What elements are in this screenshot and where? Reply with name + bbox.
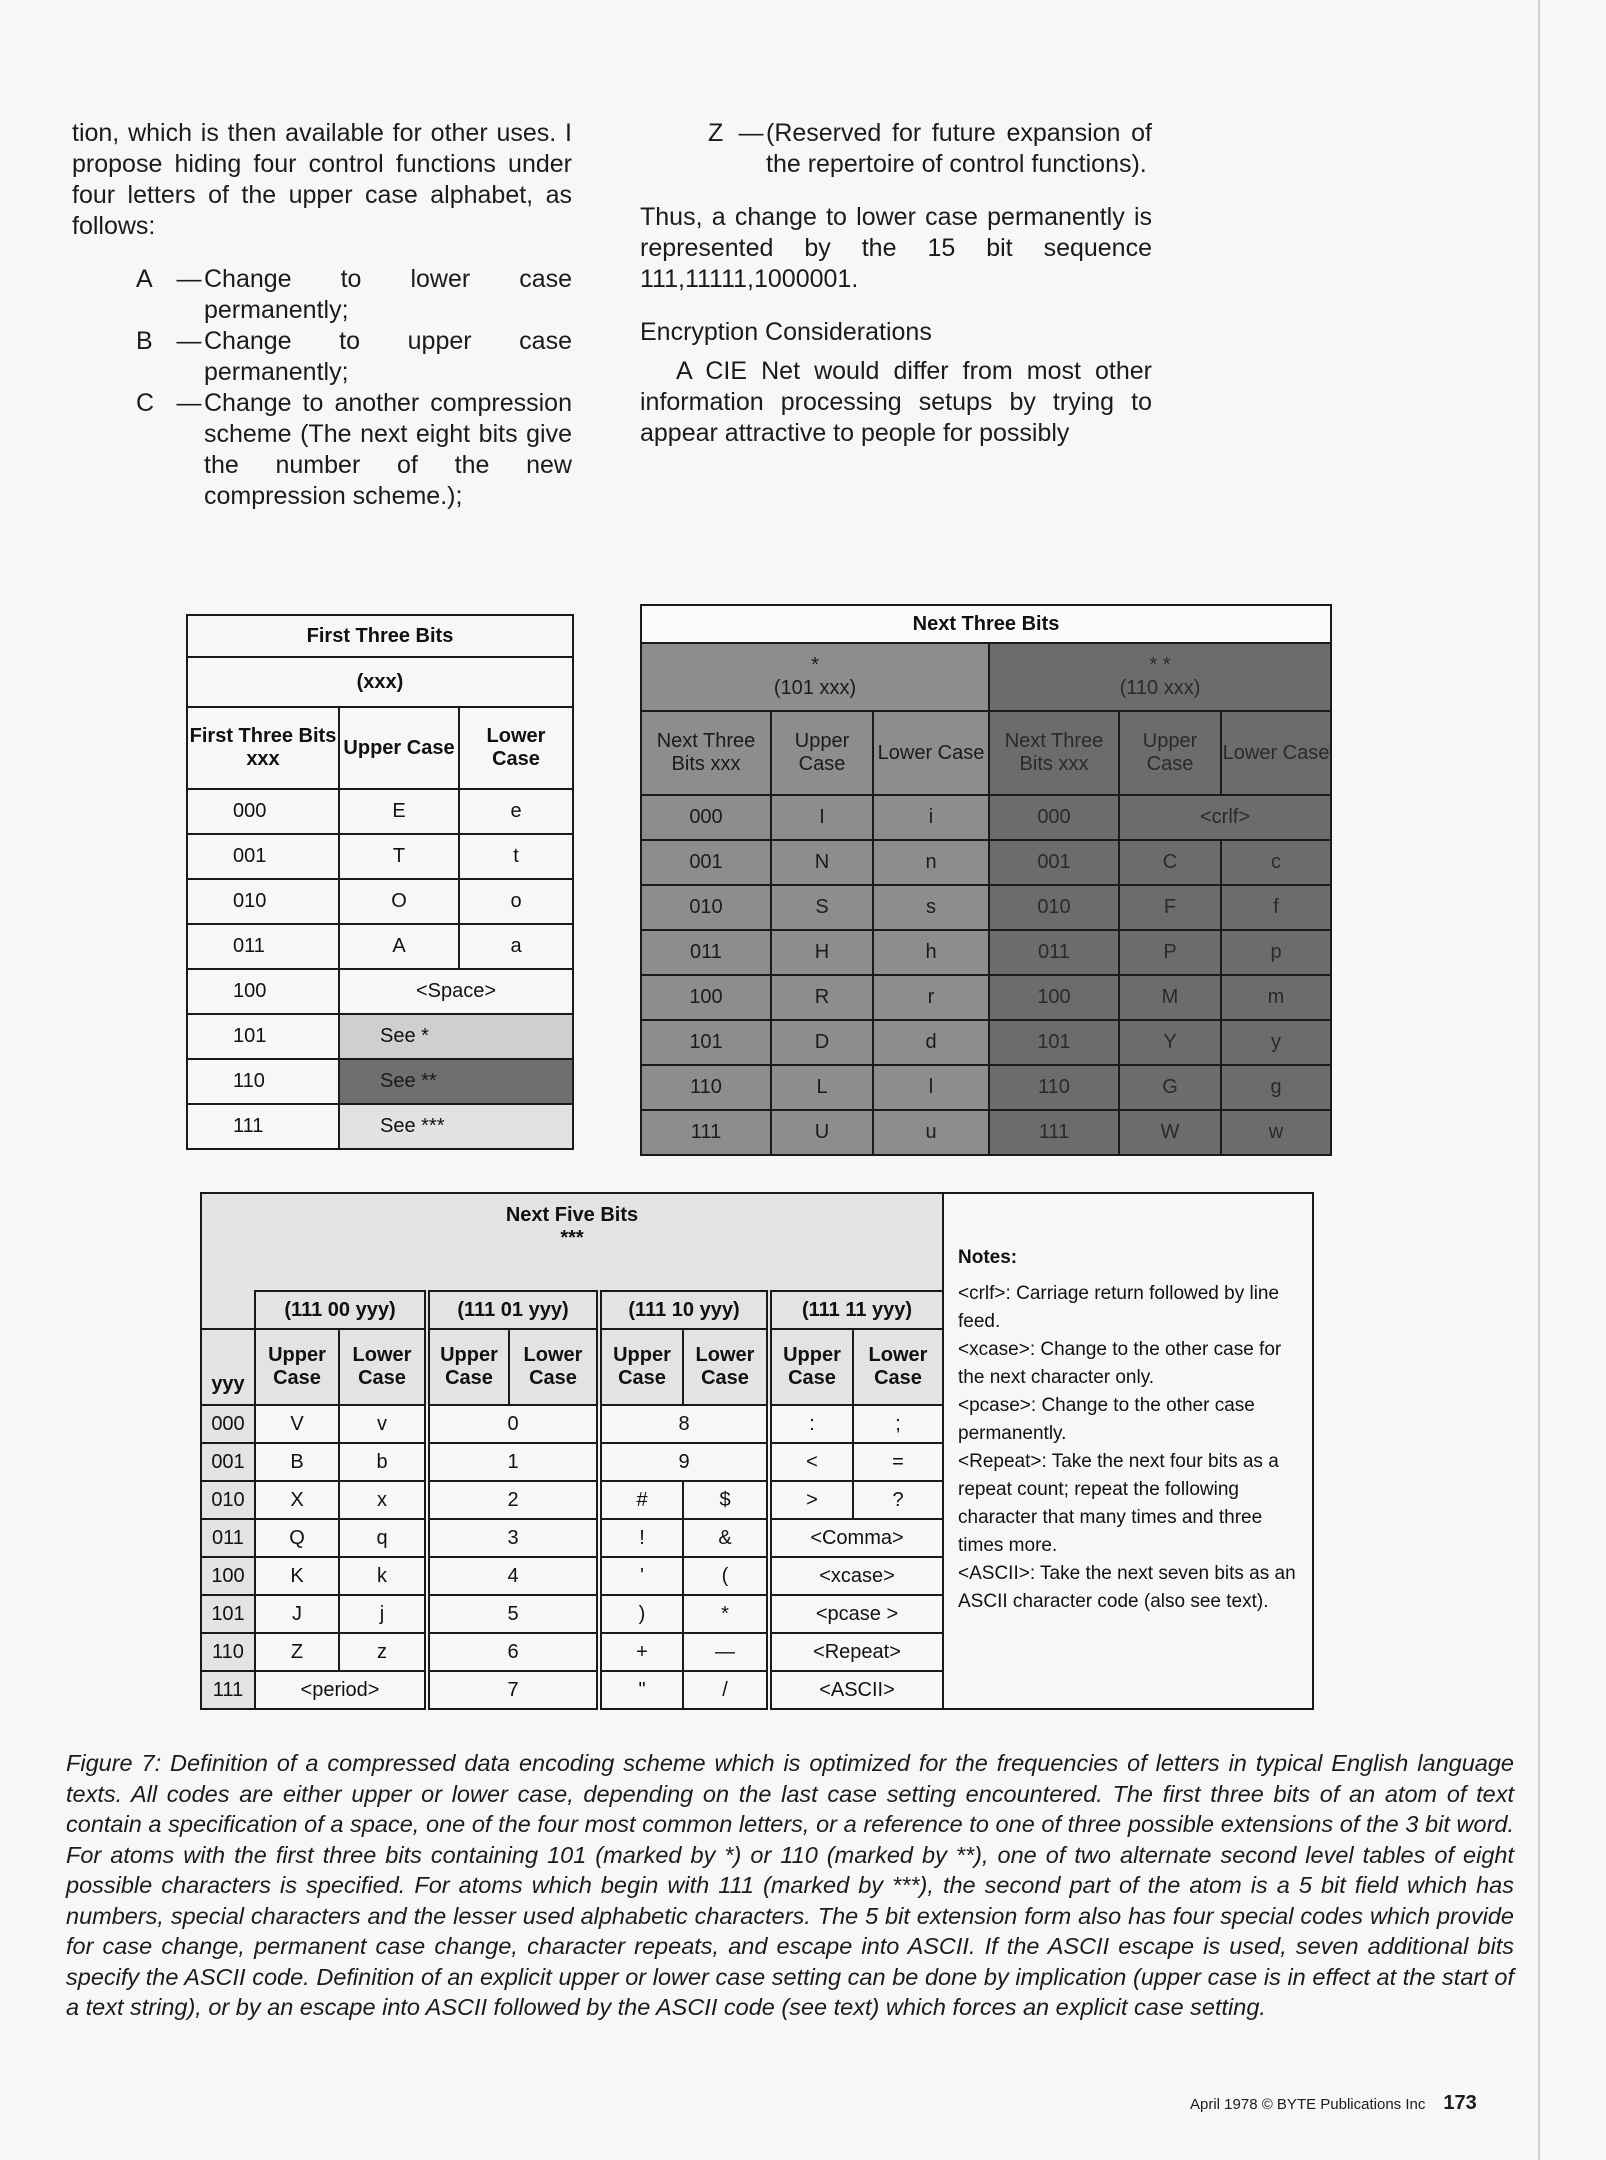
lower-cell: e — [459, 789, 573, 834]
table-row — [187, 969, 573, 1014]
lower-cell: i — [873, 795, 989, 840]
upper-cell: P — [1119, 930, 1221, 975]
paragraph: Thus, a change to lower case permanently is represented by the 15 bit sequence 111,11111,1000001. — [640, 203, 1152, 293]
symbol-cell: > — [769, 1481, 853, 1519]
lower-cell: t — [459, 834, 573, 879]
lower-cell: o — [459, 879, 573, 924]
page-footer — [1190, 2092, 1477, 2115]
lower-cell: u — [873, 1110, 989, 1155]
column-header: Upper Case — [255, 1329, 339, 1405]
bits-cell: 110 — [641, 1065, 771, 1110]
asterisk-mark: * * — [1149, 654, 1171, 676]
upper-cell: A — [339, 924, 459, 969]
lower-cell: v — [339, 1405, 427, 1443]
table-title: Next Five Bits — [505, 1204, 639, 1226]
table-row — [187, 1104, 573, 1149]
bits-cell: 011 — [187, 924, 339, 969]
see-reference-cell: See *** — [339, 1104, 573, 1149]
see-reference-cell: See * — [339, 1014, 573, 1059]
bits-cell: 010 — [187, 879, 339, 924]
column-header: First Three Bits xxx — [187, 707, 339, 789]
lower-cell: k — [339, 1557, 427, 1595]
column-header: Lower Case — [683, 1329, 769, 1405]
control-letter: Z — [708, 119, 724, 147]
note-item — [958, 1560, 1298, 1616]
upper-cell: C — [1119, 840, 1221, 885]
digit-cell: 5 — [427, 1595, 599, 1633]
bits-cell: 111 — [641, 1110, 771, 1155]
note-text: Take the next seven bits as an ASCII character code (also see text). — [958, 1563, 1296, 1612]
list-item — [136, 326, 572, 388]
column-header: Lower Case — [339, 1329, 427, 1405]
yyy-cell: 111 — [201, 1671, 255, 1709]
bits-cell: 100 — [989, 975, 1119, 1020]
symbol-cell: — — [683, 1633, 769, 1671]
symbol-cell: / — [683, 1671, 769, 1709]
table-row — [641, 840, 1331, 885]
table-title: First Three Bits — [187, 615, 573, 657]
upper-cell: E — [339, 789, 459, 834]
lower-cell: s — [873, 885, 989, 930]
bits-cell: 000 — [187, 789, 339, 834]
column-header: Upper Case — [599, 1329, 683, 1405]
table-title-block — [201, 1193, 943, 1291]
upper-cell: L — [771, 1065, 873, 1110]
symbol-cell: < — [769, 1443, 853, 1481]
table-row — [641, 1110, 1331, 1155]
control-letter: C — [136, 389, 155, 417]
crlf-cell: <crlf> — [1119, 795, 1331, 840]
blank-cell — [201, 1291, 255, 1329]
note-term: <Repeat>: — [958, 1451, 1047, 1472]
column-header: Upper Case — [339, 707, 459, 789]
bits-cell: 111 — [187, 1104, 339, 1149]
symbol-cell: ! — [599, 1519, 683, 1557]
digit-cell: 8 — [599, 1405, 769, 1443]
note-item — [958, 1280, 1298, 1336]
symbol-cell: ? — [853, 1481, 943, 1519]
symbol-cell: ( — [683, 1557, 769, 1595]
upper-cell: V — [255, 1405, 339, 1443]
upper-cell: F — [1119, 885, 1221, 930]
bits-cell: 010 — [641, 885, 771, 930]
digit-cell: 9 — [599, 1443, 769, 1481]
lower-cell: b — [339, 1443, 427, 1481]
lower-cell: p — [1221, 930, 1331, 975]
special-code-cell: <pcase > — [769, 1595, 943, 1633]
table-row — [641, 885, 1331, 930]
asterisk-mark: *** — [560, 1227, 584, 1249]
yyy-cell: 110 — [201, 1633, 255, 1671]
left-intro-paragraph: tion, which is then available for other uses. I propose hiding four control functions under four letters of the upper case alphabet, as follows: — [72, 119, 572, 240]
lower-cell: h — [873, 930, 989, 975]
table-row — [187, 834, 573, 879]
bits-cell: 001 — [187, 834, 339, 879]
note-text: Change to the other case for the next character only. — [958, 1339, 1282, 1388]
list-item — [136, 388, 572, 512]
note-item — [958, 1336, 1298, 1392]
lower-cell: j — [339, 1595, 427, 1633]
digit-cell: 6 — [427, 1633, 599, 1671]
lower-cell: x — [339, 1481, 427, 1519]
list-item — [708, 118, 1152, 180]
special-code-cell: <Comma> — [769, 1519, 943, 1557]
digit-cell: 4 — [427, 1557, 599, 1595]
digit-cell: 7 — [427, 1671, 599, 1709]
note-item — [958, 1392, 1298, 1448]
lower-cell: m — [1221, 975, 1331, 1020]
bits-cell: 011 — [641, 930, 771, 975]
column-header: Upper Case — [771, 711, 873, 795]
digit-cell: 3 — [427, 1519, 599, 1557]
note-term: <pcase>: — [958, 1395, 1037, 1416]
yyy-cell: 101 — [201, 1595, 255, 1633]
control-description: (Reserved for future expansion of the repertoire of control functions). — [766, 119, 1152, 178]
bits-cell: 000 — [641, 795, 771, 840]
group-label: (101 xxx) — [773, 677, 857, 699]
symbol-cell: # — [599, 1481, 683, 1519]
table-row — [187, 1059, 573, 1104]
group-header: (111 10 yyy) — [599, 1291, 769, 1329]
column-header: Lower Case — [1221, 711, 1331, 795]
group-header-101 — [641, 643, 989, 711]
upper-cell: W — [1119, 1110, 1221, 1155]
column-header: yyy — [201, 1329, 255, 1405]
note-term: <xcase>: — [958, 1339, 1036, 1360]
column-header: Lower Case — [873, 711, 989, 795]
first-three-bits-table — [186, 614, 574, 1150]
dash: — — [176, 265, 202, 293]
upper-cell: Z — [255, 1633, 339, 1671]
symbol-cell: * — [683, 1595, 769, 1633]
bits-cell: 110 — [187, 1059, 339, 1104]
lower-cell: c — [1221, 840, 1331, 885]
upper-cell: M — [1119, 975, 1221, 1020]
upper-cell: D — [771, 1020, 873, 1065]
special-code-cell: <xcase> — [769, 1557, 943, 1595]
symbol-cell: ' — [599, 1557, 683, 1595]
digit-cell: 0 — [427, 1405, 599, 1443]
lower-cell: a — [459, 924, 573, 969]
figure-caption: Figure 7: Definition of a compressed data encoding scheme which is optimized for the frequencies of letters in typical English language texts. All codes are either upper or lower case, depending on the last case setting encountered. The first three bits of an atom of text contain a specification of a space, one of the four most common letters, or a reference to one of three possible extensions of the 3 bit word. For atoms with the first three bits containing 101 (marked by *) or 110 (marked by **), one of two alternate second level tables of eight possible characters is specified. For atoms which begin with 111 (marked by ***), the second part of the atom is a 5 bit field which has numbers, special characters and the lesser used alphabetic characters. The 5 bit extension form also has four special codes which provide for case change, permanent case change, character repeats, and escape into ASCII. If the ASCII escape is used, seven additional bits specify the ASCII code. Definition of an explicit upper or lower case setting can be done by implication (upper case is in effect at the start of a text string), or by an escape into ASCII followed by the ASCII code (see text) which forces an explicit case setting. — [66, 1750, 1514, 2020]
bits-cell: 010 — [989, 885, 1119, 930]
table-row — [187, 924, 573, 969]
lower-cell: l — [873, 1065, 989, 1110]
paragraph: A CIE Net would differ from most other information processing setups by trying to appear attractive to people for possibly — [640, 357, 1152, 447]
note-text: Change to the other case permanently. — [958, 1395, 1255, 1444]
notes-title: Notes: — [958, 1247, 1018, 1268]
list-item — [136, 264, 572, 326]
symbol-cell: = — [853, 1443, 943, 1481]
bits-cell: 101 — [641, 1020, 771, 1065]
page-edge-rule — [1538, 0, 1540, 2160]
column-header: Lower Case — [853, 1329, 943, 1405]
upper-cell: U — [771, 1110, 873, 1155]
group-header: (111 01 yyy) — [427, 1291, 599, 1329]
lower-cell: r — [873, 975, 989, 1020]
lower-cell: f — [1221, 885, 1331, 930]
column-header: Lower Case — [509, 1329, 599, 1405]
digit-cell: 1 — [427, 1443, 599, 1481]
table-subtitle: (xxx) — [187, 657, 573, 707]
page-number: 173 — [1443, 2092, 1477, 2114]
issue-line: April 1978 © BYTE Publications Inc — [1190, 2096, 1426, 2113]
symbol-cell: : — [769, 1405, 853, 1443]
upper-cell: H — [771, 930, 873, 975]
table-row — [187, 879, 573, 924]
symbol-cell: $ — [683, 1481, 769, 1519]
bits-cell: 100 — [187, 969, 339, 1014]
symbol-cell: & — [683, 1519, 769, 1557]
special-code-cell: <ASCII> — [769, 1671, 943, 1709]
control-function-list — [136, 264, 572, 512]
bits-cell: 100 — [641, 975, 771, 1020]
upper-cell: Q — [255, 1519, 339, 1557]
right-column — [640, 118, 1152, 449]
table-row — [187, 1014, 573, 1059]
upper-cell: B — [255, 1443, 339, 1481]
section-heading: Encryption Considerations — [640, 318, 932, 346]
dash: — — [176, 389, 202, 417]
control-description: Change to another compression scheme (The next eight bits give the number of the new compression scheme.); — [204, 389, 572, 510]
see-reference-cell: See ** — [339, 1059, 573, 1104]
upper-cell: J — [255, 1595, 339, 1633]
column-header: Next Three Bits xxx — [641, 711, 771, 795]
upper-cell: N — [771, 840, 873, 885]
upper-cell: T — [339, 834, 459, 879]
bits-cell: 101 — [187, 1014, 339, 1059]
space-cell: <Space> — [339, 969, 573, 1014]
yyy-cell: 001 — [201, 1443, 255, 1481]
next-five-bits-table — [200, 1192, 1314, 1710]
symbol-cell: ; — [853, 1405, 943, 1443]
table-title: Next Three Bits — [641, 605, 1331, 643]
table-row — [641, 930, 1331, 975]
bits-cell: 000 — [989, 795, 1119, 840]
group-header: (111 11 yyy) — [769, 1291, 943, 1329]
dash: — — [738, 119, 764, 147]
column-header: Upper Case — [769, 1329, 853, 1405]
column-header: Upper Case — [1119, 711, 1221, 795]
dash: — — [176, 327, 202, 355]
upper-cell: R — [771, 975, 873, 1020]
table-row — [641, 1020, 1331, 1065]
note-item — [958, 1448, 1298, 1560]
control-description: Change to upper case permanently; — [204, 327, 572, 386]
column-header: Upper Case — [427, 1329, 509, 1405]
notes-panel — [943, 1193, 1313, 1709]
yyy-cell: 010 — [201, 1481, 255, 1519]
lower-cell: w — [1221, 1110, 1331, 1155]
upper-cell: X — [255, 1481, 339, 1519]
note-term: <crlf>: — [958, 1283, 1011, 1304]
bits-cell: 111 — [989, 1110, 1119, 1155]
group-header: (111 00 yyy) — [255, 1291, 427, 1329]
lower-cell: q — [339, 1519, 427, 1557]
next-three-bits-table — [640, 604, 1332, 1156]
group-header-110 — [989, 643, 1331, 711]
note-term: <ASCII>: — [958, 1563, 1036, 1584]
period-cell: <period> — [255, 1671, 427, 1709]
symbol-cell: + — [599, 1633, 683, 1671]
lower-cell: y — [1221, 1020, 1331, 1065]
upper-cell: O — [339, 879, 459, 924]
lower-cell: z — [339, 1633, 427, 1671]
table-row — [641, 1065, 1331, 1110]
table-row — [187, 789, 573, 834]
control-letter: B — [136, 327, 153, 355]
note-text: Carriage return followed by line feed. — [958, 1283, 1280, 1332]
yyy-cell: 011 — [201, 1519, 255, 1557]
lower-cell: n — [873, 840, 989, 885]
symbol-cell: " — [599, 1671, 683, 1709]
note-text: Take the next four bits as a repeat count; repeat the following character that many times and three times more. — [958, 1451, 1279, 1556]
column-header: Next Three Bits xxx — [989, 711, 1119, 795]
table-row — [641, 795, 1331, 840]
control-letter: A — [136, 265, 153, 293]
bits-cell: 110 — [989, 1065, 1119, 1110]
yyy-cell: 100 — [201, 1557, 255, 1595]
digit-cell: 2 — [427, 1481, 599, 1519]
lower-cell: d — [873, 1020, 989, 1065]
symbol-cell: ) — [599, 1595, 683, 1633]
upper-cell: I — [771, 795, 873, 840]
upper-cell: Y — [1119, 1020, 1221, 1065]
upper-cell: S — [771, 885, 873, 930]
asterisk-mark: * — [811, 654, 819, 676]
yyy-cell: 000 — [201, 1405, 255, 1443]
control-description: Change to lower case permanently; — [204, 265, 572, 324]
bits-cell: 001 — [989, 840, 1119, 885]
upper-cell: G — [1119, 1065, 1221, 1110]
bits-cell: 011 — [989, 930, 1119, 975]
lower-cell: g — [1221, 1065, 1331, 1110]
special-code-cell: <Repeat> — [769, 1633, 943, 1671]
upper-cell: K — [255, 1557, 339, 1595]
column-header: Lower Case — [459, 707, 573, 789]
group-label: (110 xxx) — [1119, 677, 1201, 699]
left-column — [72, 118, 572, 512]
table-row — [641, 975, 1331, 1020]
bits-cell: 101 — [989, 1020, 1119, 1065]
bits-cell: 001 — [641, 840, 771, 885]
